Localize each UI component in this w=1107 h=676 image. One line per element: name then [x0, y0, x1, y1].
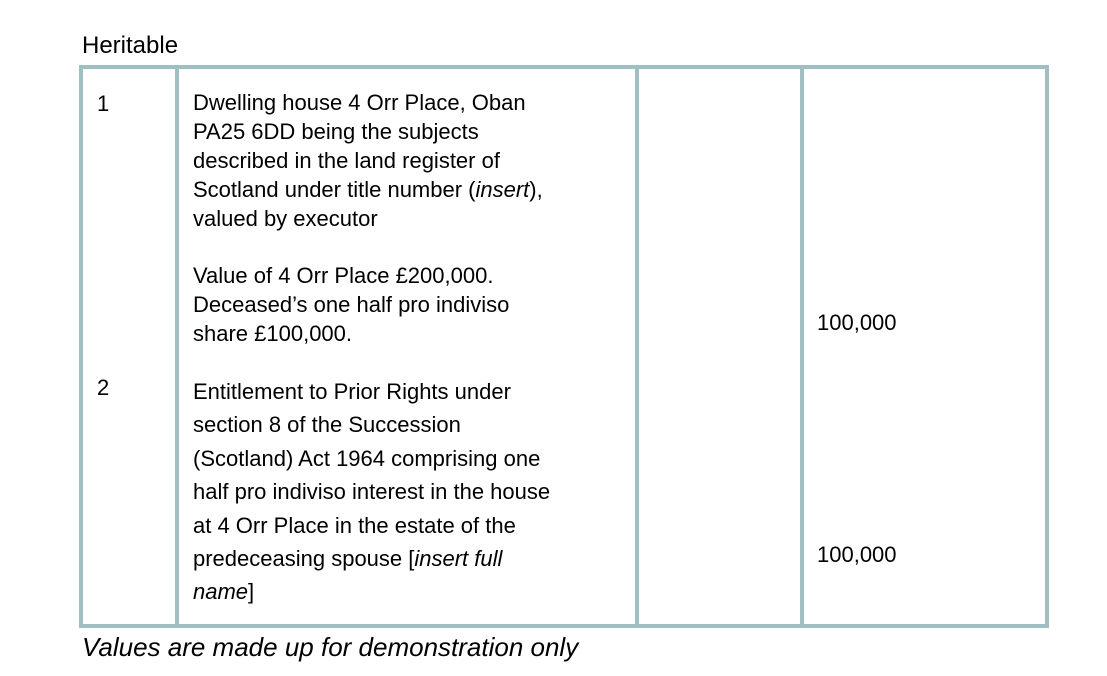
item-number: 2 — [97, 375, 110, 400]
footnote: Values are made up for demonstration only — [82, 632, 579, 662]
section-heading: Heritable — [82, 32, 179, 59]
column-divider — [175, 69, 179, 624]
column-divider — [800, 69, 804, 624]
column-divider — [635, 69, 639, 624]
valuation-note: Value of 4 Orr Place £200,000. Deceased’s one half pro indiviso share £100,000. — [193, 263, 510, 346]
placeholder-text: insert — [475, 177, 530, 202]
item-description — [193, 375, 613, 609]
description-text: Entitlement to Prior Rights under section 8 of the Succession (Scotland) Act 1964 comprising one half pro indiviso interest in the house at 4 Orr Place in the estate of the predeceasing spouse [ — [193, 379, 551, 572]
item-value: 100,000 — [817, 542, 897, 567]
description-text: ] — [248, 579, 255, 605]
placeholder-text: insert full name — [193, 546, 503, 605]
item-description — [193, 88, 623, 233]
description-text: Dwelling house 4 Orr Place, Oban PA25 6DD being the subjects described in the land register of Scotland under title number ( — [193, 90, 526, 202]
description-text: ), valued by executor — [193, 177, 543, 231]
item-value: 100,000 — [817, 310, 897, 335]
item-number: 1 — [97, 91, 110, 116]
